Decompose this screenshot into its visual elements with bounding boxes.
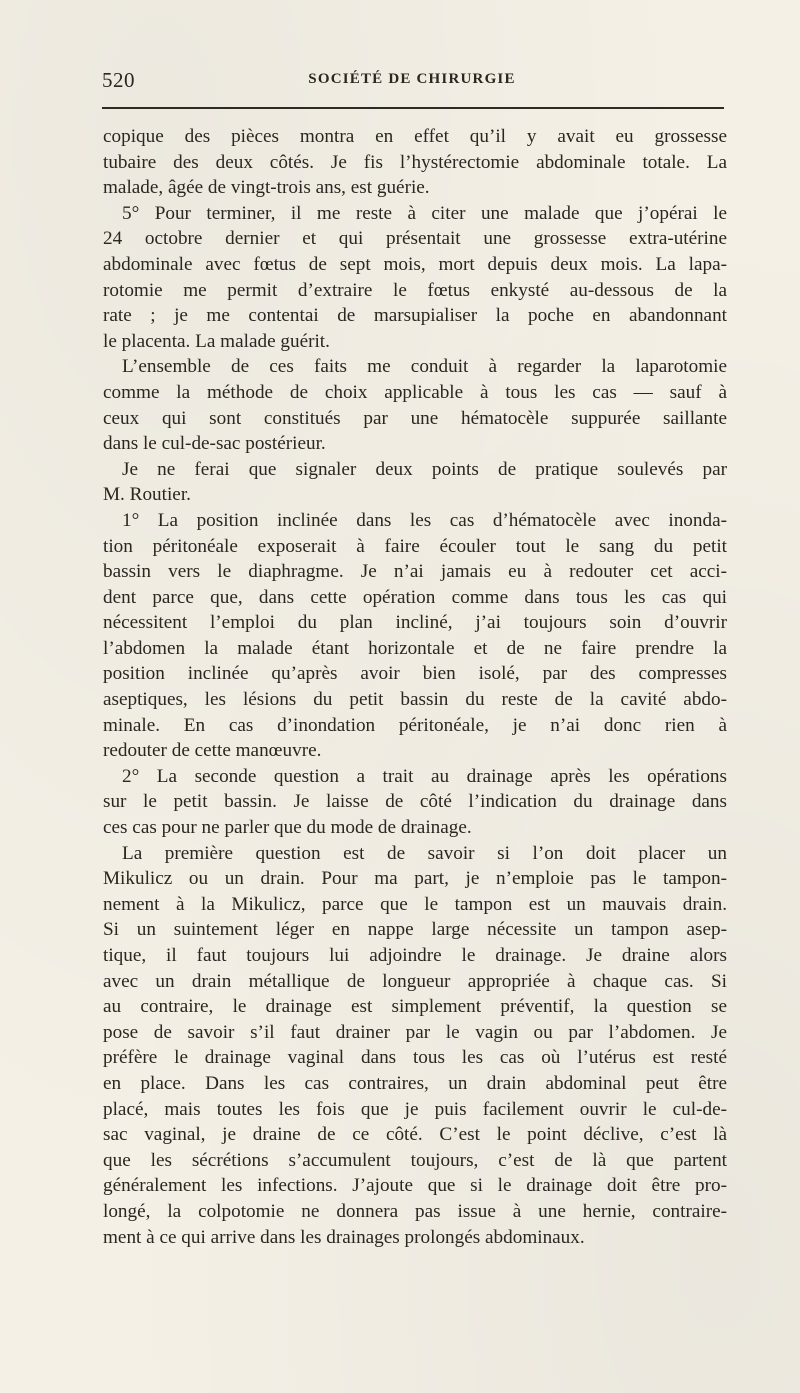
text-line: 2° La seconde question a trait au drainage après les opérations [122, 765, 727, 787]
text-line: l’abdomen la malade étant horizontale et de ne faire prendre la [103, 637, 727, 659]
text-line: 5° Pour terminer, il me reste à citer une malade que j’opérai le [122, 202, 727, 224]
text-line: La première question est de savoir si l’on doit placer un [122, 842, 727, 864]
page-number: 520 [102, 68, 135, 92]
text-line: L’ensemble de ces faits me conduit à regarder la laparotomie [122, 356, 727, 378]
text-line: rotomie me permit d’extraire le fœtus enkysté au-dessous de la [103, 279, 727, 301]
text-line: malade, âgée de vingt-trois ans, est guérie. [103, 177, 430, 199]
text-line: en place. Dans les cas contraires, un drain abdominal peut être [103, 1072, 727, 1094]
text-line: nécessitent l’emploi du plan incliné, j’ai toujours soin d’ouvrir [103, 612, 727, 634]
text-line: abdominale avec fœtus de sept mois, mort depuis deux mois. La lapa- [103, 253, 727, 275]
text-line: tubaire des deux côtés. Je fis l’hystérectomie abdominale totale. La [103, 151, 727, 173]
text-line: sur le petit bassin. Je laisse de côté l’indication du drainage dans [103, 791, 727, 813]
text-line: 24 octobre dernier et qui présentait une grossesse extra-utérine [103, 228, 727, 250]
text-line: ceux qui sont constitués par une hématocèle suppurée saillante [103, 407, 727, 429]
text-line: avec un drain métallique de longueur appropriée à chaque cas. Si [103, 970, 727, 992]
text-line: sac vaginal, je draine de ce côté. C’est le point déclive, c’est là [103, 1124, 727, 1146]
text-line: ces cas pour ne parler que du mode de drainage. [103, 817, 472, 839]
text-line: dans le cul-de-sac postérieur. [103, 433, 326, 455]
text-line: position inclinée qu’après avoir bien isolé, par des compresses [103, 663, 727, 685]
header-rule [102, 107, 724, 109]
text-line: placé, mais toutes les fois que je puis facilement ouvrir le cul-de- [103, 1098, 727, 1120]
text-line: minale. En cas d’inondation péritonéale, je n’ai donc rien à [103, 714, 727, 736]
text-line: 1° La position inclinée dans les cas d’hématocèle avec inonda- [122, 509, 727, 531]
text-line: comme la méthode de choix applicable à tous les cas — sauf à [103, 381, 727, 403]
text-line: pose de savoir s’il faut drainer par le vagin ou par l’abdomen. Je [103, 1021, 727, 1043]
text-line: aseptiques, les lésions du petit bassin du reste de la cavité abdo- [103, 689, 727, 711]
text-line: redouter de cette manœuvre. [103, 740, 322, 762]
body-text [103, 124, 727, 1250]
text-line: le placenta. La malade guérit. [103, 330, 330, 352]
text-line: nement à la Mikulicz, parce que le tampon est un mauvais drain. [103, 893, 727, 915]
text-line: Si un suintement léger en nappe large nécessite un tampon asep- [103, 919, 727, 941]
text-line: bassin vers le diaphragme. Je n’ai jamais eu à redouter cet acci- [103, 561, 727, 583]
text-line: tique, il faut toujours lui adjoindre le drainage. Je draine alors [103, 945, 727, 966]
text-line: rate ; je me contentai de marsupialiser la poche en abandonnant [103, 305, 727, 327]
text-line: Mikulicz ou un drain. Pour ma part, je n’emploie pas le tampon- [103, 868, 727, 890]
text-line: au contraire, le drainage est simplement préventif, la question se [103, 996, 727, 1018]
text-line: dent parce que, dans cette opération comme dans tous les cas qui [103, 586, 727, 608]
text-line: que les sécrétions s’accumulent toujours, c’est de là que partent [103, 1149, 727, 1171]
running-title: SOCIÉTÉ DE CHIRURGIE [308, 71, 516, 87]
page-header [102, 68, 722, 96]
text-line: copique des pièces montra en effet qu’il y avait eu grossesse [103, 126, 727, 147]
text-line: longé, la colpotomie ne donnera pas issue à une hernie, contraire- [103, 1200, 727, 1222]
text-line: ment à ce qui arrive dans les drainages prolongés abdominaux. [103, 1226, 585, 1248]
text-line: M. Routier. [103, 484, 191, 506]
text-line: généralement les infections. J’ajoute que si le drainage doit être pro- [103, 1175, 727, 1197]
text-line: tion péritonéale exposerait à faire écouler tout le sang du petit [103, 535, 727, 557]
text-line: préfère le drainage vaginal dans tous les cas où l’utérus est resté [103, 1047, 727, 1069]
text-line: Je ne ferai que signaler deux points de pratique soulevés par [122, 458, 727, 480]
